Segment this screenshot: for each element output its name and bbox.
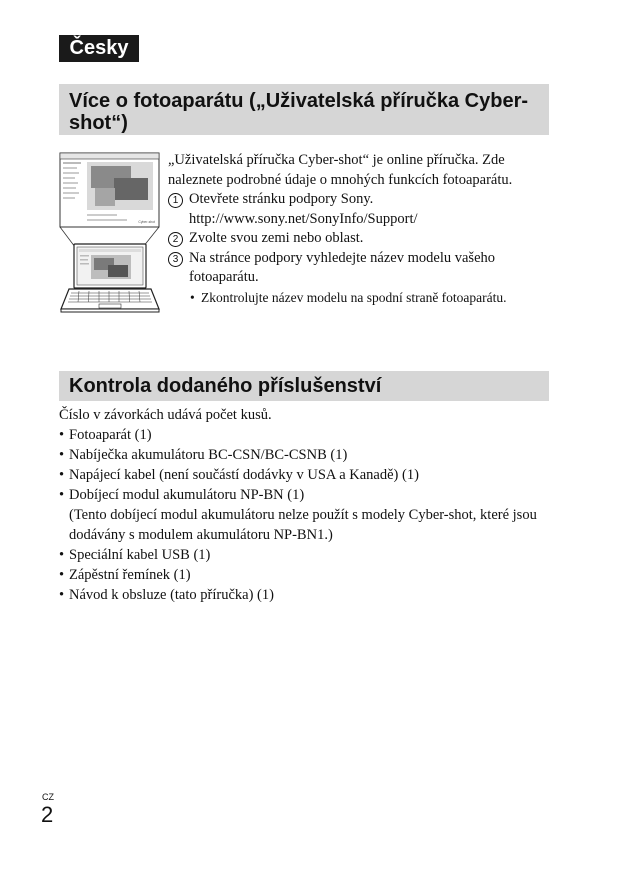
step-2 bbox=[168, 229, 548, 249]
list-item: • Dobíjecí modul akumulátoru NP-BN (1) bbox=[59, 487, 305, 503]
page-number: 2 bbox=[41, 802, 54, 827]
list-item: • Napájecí kabel (není součástí dodávky v USA a Kanadě) (1) bbox=[59, 467, 419, 483]
cyber-shot-logo: Cyber-shot bbox=[138, 220, 155, 224]
model-note-text: Zkontrolujte název modelu na spodní straně fotoaparátu. bbox=[201, 289, 507, 305]
step-3-text: Na stránce podpory vyhledejte název modelu vašeho fotoaparátu. bbox=[189, 249, 496, 285]
circled-number-1: 1 bbox=[168, 193, 183, 208]
laptop-illustration bbox=[59, 152, 161, 314]
language-code: CZ bbox=[42, 792, 54, 802]
step-1-text: Otevřete stránku podpory Sony. bbox=[189, 191, 374, 207]
list-item: • Návod k obsluze (tato příručka) (1) bbox=[59, 587, 274, 603]
list-item: • Fotoaparát (1) bbox=[59, 427, 152, 443]
language-tab: Česky bbox=[59, 35, 139, 62]
section-heading-accessories: Kontrola dodaného příslušenství bbox=[59, 371, 549, 401]
list-item: • Nabíječka akumulátoru BC-CSN/BC-CSNB (1) bbox=[59, 447, 348, 463]
accessories-list bbox=[59, 405, 554, 605]
list-item: • Zápěstní řemínek (1) bbox=[59, 567, 191, 583]
section-heading-more-about-camera: Více o fotoaparátu („Uživatelská příručka Cyber-shot“) bbox=[59, 84, 549, 135]
bullet-dot: • bbox=[190, 289, 195, 305]
step-3 bbox=[168, 249, 548, 288]
step-2-text: Zvolte svou zemi nebo oblast. bbox=[189, 230, 364, 246]
support-url[interactable]: http://www.sony.net/SonyInfo/Support/ bbox=[189, 210, 418, 227]
online-guide-text bbox=[168, 151, 548, 307]
list-item: • Speciální kabel USB (1) bbox=[59, 547, 211, 563]
battery-compatibility-note: (Tento dobíjecí modul akumulátoru nelze použít s modely Cyber-shot, které jsou dodávány s modulem akumulátoru NP-BN1.) bbox=[69, 507, 537, 543]
circled-number-2: 2 bbox=[168, 232, 183, 247]
model-note bbox=[168, 288, 548, 307]
circled-number-3: 3 bbox=[168, 252, 183, 267]
accessories-intro: Číslo v závorkách udává počet kusů. bbox=[59, 407, 272, 423]
step-1 bbox=[168, 190, 548, 229]
online-guide-intro: „Uživatelská příručka Cyber-shot“ je online příručka. Zde naleznete podrobné údaje o mnohých funkcích fotoaparátu. bbox=[168, 152, 513, 188]
